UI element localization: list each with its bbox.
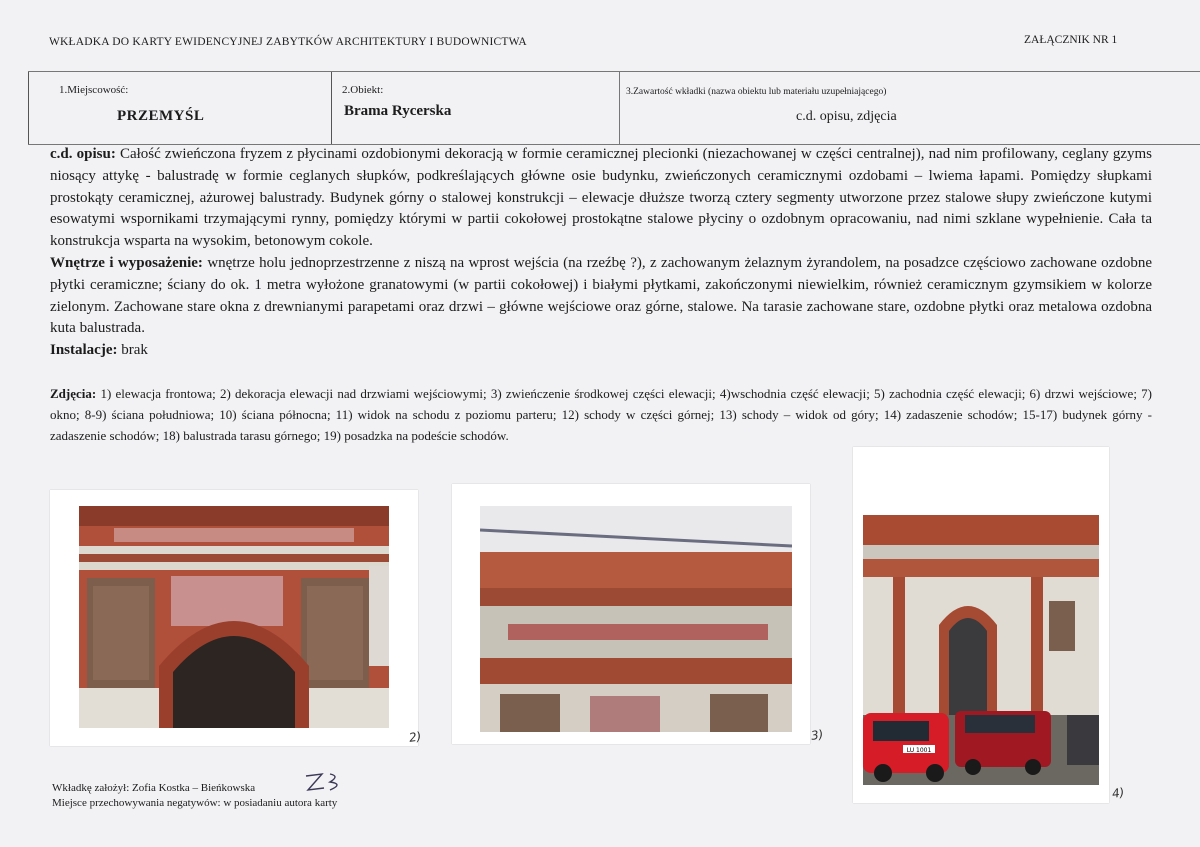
contents-label: 3.Zawartość wkładki (nazwa obiektu lub materiału uzupełniającego) (626, 87, 887, 97)
annex-number: ZAŁĄCZNIK NR 1 (1024, 34, 1118, 46)
photo-elevation-crown (480, 506, 792, 732)
author-line: Wkładkę założył: Zofia Kostka – Bieńkowska (52, 782, 256, 794)
photo-number-2: 2) (408, 729, 423, 745)
photos-list: 1) elewacja frontowa; 2) dekoracja elewacji nad drzwiami wejściowymi; 3) zwieńczenie środkowej części elewacji; 4)wschodnia część elewacji; 5) zachodnia część elewacji; 6) drzwi wejściowe; 7) okno; 8-9) ściana południowa; 10) ściana północna; 11) widok na schodu z poziomu parteru; 12) schody w części górnej; 13) schody – widok od góry; 14) zadaszenie schodów; 15-17) budynek górny - zadaszenie schodów; 18) balustrada tarasu górnego; 19) posadzka na podeście schodów. (50, 386, 1152, 443)
contents-cell (620, 72, 1200, 144)
place-label: 1.Miejscowość: (59, 84, 129, 96)
photos-label: Zdjęcia: (50, 386, 97, 401)
installations-body: brak (117, 342, 148, 359)
photos-caption (50, 383, 1152, 446)
contents-value: c.d. opisu, zdjęcia (796, 109, 897, 124)
place-cell (28, 72, 332, 144)
photo-number-4: 4) (1111, 785, 1126, 801)
description-body: Całość zwieńczona fryzem z płycinami ozdobionymi dekoracją w formie ceramicznej plecionki (niezachowanej w części centralnej), nad nim profilowany, ceglany gzyms niosący attykę - balustradę w formie ceglanych słupków, podkreślających główne osie budynku, zwieńczonych ceramicznymi ozdobami – lwiema łapami. Pomiędzy słupkami prostokąty ceramicznej, ażurowej balustrady. Budynek górny o stalowej konstrukcji – elewacje dłuższe tworzą cztery segmenty utworzone przez stalowe słupy zwieńczone kutymi esowatymi wspornikami trzymającymi rynny, pomiędzy którymi w partii cokołowej prostokątne stalowe płyciny o ozdobnym opracowaniu, nad nimi szklane wypełnienie. Cała ta konstrukcja wsparta na wysokim, betonowym cokole. (50, 146, 1153, 250)
photo-east-elevation (863, 515, 1099, 785)
car-plate: LU 1001 (906, 747, 932, 754)
document-title: WKŁADKA DO KARTY EWIDENCYJNEJ ZABYTKÓW ARCHITEKTURY I BUDOWNICTWA (49, 36, 527, 48)
photo-card-4 (853, 447, 1109, 803)
interior-label: Wnętrze i wyposażenie: (50, 254, 203, 271)
interior-body: wnętrze holu jednoprzestrzenne z niszą na wprost wejścia (na rzeźbę ?), z zachowanym żelaznym żyrandolem, na posadzce częściowo zachowane ozdobne płytki ceramiczne; ściany do ok. 1 metra wyłożone granatowymi (w partii cokołowej) i białymi płytkami, zakończonymi niewielkim, również ceramicznym gzymsikiem w kolorze zielonym. Zachowane stare okna z drewnianymi parapetami oraz drzwi – główne wejściowe oraz górne, stalowe. Na tarasie zachowane stare, ozdobne płytki oraz metalowa ozdobna kuta balustrada. (50, 254, 1152, 337)
photo-card-2 (50, 490, 418, 746)
installations-paragraph (50, 340, 1152, 362)
interior-paragraph (50, 253, 1152, 340)
negatives-location-line: Miejsce przechowywania negatywów: w posiadaniu autora karty (52, 797, 338, 809)
description-paragraph (50, 144, 1152, 253)
photo-facade-decoration (79, 506, 389, 728)
object-cell (332, 72, 620, 144)
info-table (28, 71, 1200, 145)
description-text (50, 144, 1152, 362)
photo-number-3: 3) (810, 727, 825, 743)
description-label: c.d. opisu: (50, 146, 116, 162)
photo-card-3 (452, 484, 810, 744)
object-value: Brama Rycerska (344, 103, 452, 119)
object-label: 2.Obiekt: (342, 84, 384, 96)
place-value: PRZEMYŚL (117, 108, 205, 124)
installations-label: Instalacje: (50, 342, 118, 359)
author-signature (300, 768, 350, 801)
